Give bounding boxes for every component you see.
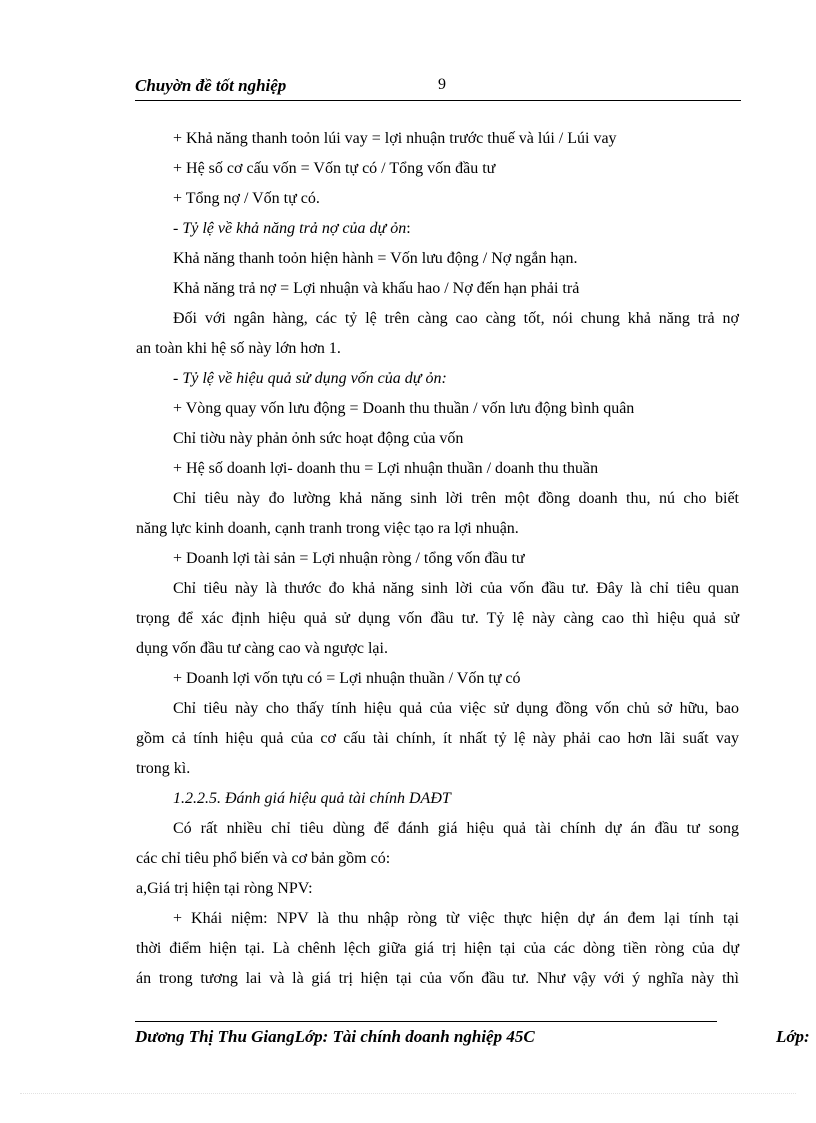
item-heading: a,Giá trị hiện tại ròng NPV: [136, 880, 313, 897]
paragraph-line: Có rất nhiều chỉ tiêu dùng để đánh giá hiệu quả tài chính dự án đầu tư song [173, 820, 739, 837]
section-heading: - Tỷ lệ về khả năng trả nợ của dự ỏn [173, 220, 407, 237]
paragraph-line: gồm cả tính hiệu quả của cơ cấu tài chính, ít nhất tỷ lệ này phải cao hơn lãi suất vay [136, 730, 739, 747]
text-line: + Vòng quay vốn lưu động = Doanh thu thuần / vốn lưu động bình quân [173, 400, 635, 417]
footer-class-label: Lớp: [776, 1027, 810, 1046]
paragraph-line: năng lực kinh doanh, cạnh tranh trong việc tạo ra lợi nhuận. [136, 520, 519, 537]
paragraph-line: Chỉ tiêu này cho thấy tính hiệu quả của việc sử dụng đồng vốn chủ sở hữu, bao [173, 700, 739, 717]
paragraph-line: + Khái niệm: NPV là thu nhập ròng từ việc thực hiện dự án đem lại tính tại [173, 910, 739, 927]
text-line: + Tổng nợ / Vốn tự có. [173, 190, 320, 207]
text-line: + Hệ số doanh lợi- doanh thu = Lợi nhuận thuần / doanh thu thuần [173, 460, 599, 477]
paragraph-line: Chỉ tiêu này đo lường khả năng sinh lời trên một đồng doanh thu, nú cho biết [173, 490, 739, 507]
paragraph-line: dụng vốn đầu tư càng cao và ngược lại. [136, 640, 388, 657]
section-heading-line [173, 218, 739, 240]
text-line: + Doanh lợi vốn tựu có = Lợi nhuận thuần / Vốn tự có [173, 670, 521, 687]
page-bottom-dotted-line [20, 1093, 796, 1094]
heading-colon: : [406, 220, 411, 237]
footer-author-class: Dương Thị Thu GiangLớp: Tài chính doanh nghiệp 45C [135, 1027, 535, 1046]
header-title: Chuyờn đề tốt nghiệp [135, 76, 287, 95]
paragraph-line: các chỉ tiêu phổ biến và cơ bản gồm có: [136, 850, 391, 867]
text-line: + Hệ số cơ cấu vốn = Vốn tự có / Tổng vốn đầu tư [173, 160, 496, 177]
paragraph-line: án trong tương lai và là giá trị hiện tại của vốn đầu tư. Như vậy với ý nghĩa này thì [136, 970, 739, 987]
paragraph-line: trọng để xác định hiệu quả sử dụng vốn đầu tư. Tỷ lệ này càng cao thì hiệu quả sử [136, 610, 739, 627]
page-header [135, 76, 741, 101]
text-line: + Doanh lợi tài sản = Lợi nhuận ròng / tổng vốn đầu tư [173, 550, 525, 567]
paragraph-line: Chỉ tiêu này là thước đo khả năng sinh lời của vốn đầu tư. Đây là chỉ tiêu quan [173, 580, 739, 597]
text-line: + Khả năng thanh toỏn lúi vay = lợi nhuận trước thuế và lúi / Lúi vay [173, 130, 617, 147]
paragraph-line: Đối với ngân hàng, các tỷ lệ trên càng cao càng tốt, nói chung khả năng trả nợ [173, 310, 739, 327]
footer-divider [135, 1021, 717, 1022]
page-number: 9 [438, 76, 446, 93]
text-line: Chỉ tiờu này phản ỏnh sức hoạt động của vốn [173, 430, 464, 447]
section-heading: - Tỷ lệ về hiệu quả sử dụng vốn của dự ỏn: [173, 370, 447, 387]
text-line: Khả năng trả nợ = Lợi nhuận và khấu hao / Nợ đến hạn phải trả [173, 280, 580, 297]
paragraph-line: thời điểm hiện tại. Là chênh lệch giữa giá trị hiện tại của các dòng tiền ròng của dự [136, 940, 739, 957]
subsection-heading: 1.2.2.5. Đánh giá hiệu quả tài chính DAĐT [173, 790, 451, 807]
text-line: Khả năng thanh toỏn hiện hành = Vốn lưu động / Nợ ngắn hạn. [173, 250, 578, 267]
paragraph-line: an toàn khi hệ số này lớn hơn 1. [136, 340, 341, 357]
paragraph-line: trong kì. [136, 760, 191, 777]
